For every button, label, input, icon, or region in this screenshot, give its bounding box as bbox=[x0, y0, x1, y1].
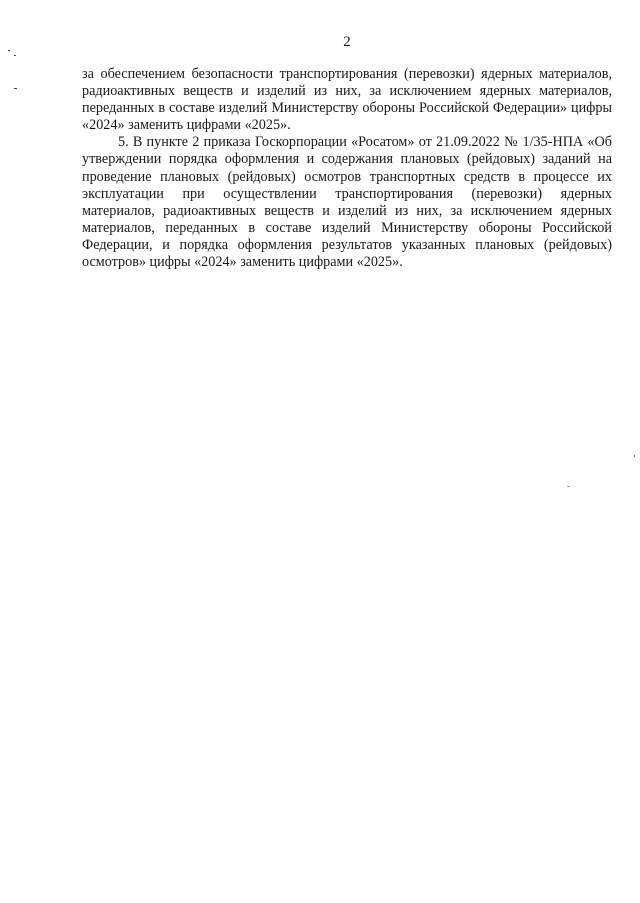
scan-artifact bbox=[634, 455, 635, 457]
page-number: 2 bbox=[343, 34, 351, 50]
scan-artifact bbox=[14, 55, 16, 56]
paragraph-continuation: за обеспечением безопасности транспортирования (перевозки) ядерных материалов, радиоактивных веществ и изделий из них, за исключением ядерных материалов, переданных в составе изделий Министерству обороны Российской Федерации» цифры «2024» заменить цифрами «2025». bbox=[82, 66, 612, 134]
scan-artifact bbox=[14, 88, 17, 89]
document-body bbox=[82, 66, 612, 271]
scan-artifact bbox=[8, 50, 10, 51]
paragraph-item-5: 5. В пункте 2 приказа Госкорпорации «Росатом» от 21.09.2022 № 1/35-НПА «Об утверждении порядка оформления и содержания плановых (рейдовых) заданий на проведение плановых (рейдовых) осмотров транспортных средств в процессе их эксплуатации при осуществлении транспортирования (перевозки) ядерных материалов, радиоактивных веществ и изделий из них, за исключением ядерных материалов, переданных в составе изделий Министерству обороны Российской Федерации, и порядка оформления результатов указанных плановых (рейдовых) осмотров» цифры «2024» заменить цифрами «2025». bbox=[82, 134, 612, 271]
scan-artifact bbox=[567, 486, 570, 487]
